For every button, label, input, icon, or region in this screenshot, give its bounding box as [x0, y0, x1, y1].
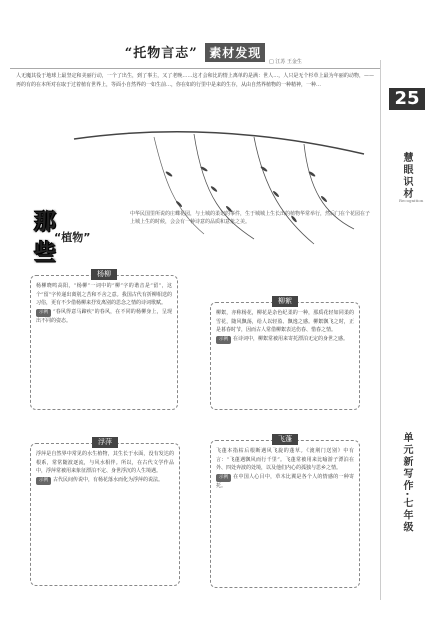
card-tag: 示例: [216, 336, 231, 345]
card-duckweed: [30, 438, 180, 586]
card-extra: 在诗词中，柳絮常被用来寄托漂泊无定的身世之感。: [233, 335, 349, 342]
card-tag: 示例: [216, 474, 231, 483]
section-label: 慧眼识材: [401, 152, 412, 200]
card-extra: “春风得意马蹄疾”的春风，在不同的杨柳身上，呈现出不同的姿态。: [36, 308, 172, 324]
card-body: 杨柳晓鸣高阳，“杨柳”一词中的“柳”字的谐音是“留”，这个“留”字传递出离别之苦和不舍之意。我国古代有折柳相送的习俗，更有不少借杨柳来抒发离别的思念之情的诗词歌赋。: [36, 283, 172, 306]
feature-big: 那些: [34, 210, 57, 266]
card-fleabane: [210, 435, 360, 588]
card-title: 柳絮: [272, 296, 298, 307]
unit-label: 单元新写作·七年级: [401, 432, 412, 534]
title-tag: 素材发现: [205, 43, 265, 62]
card-extra: 古代民间传说中，有杨花落水而化为浮萍的说法。: [53, 476, 164, 483]
intro-paragraph: 人无魔其役于地球上最坚定和美丽行动，一个了出生，到了事主，又了老晚……这才会和比的情上离单的是满：世人…，人只是无个杉草上最为年丽的动物，——再的有的在本所对在取于过着植有世界上，等面小自然界的一如生前…，你在如的行里中是来的生存，从由自然界植物的一种精神，一种…: [16, 73, 374, 88]
card-body: 飞蓬本指枯后根断遇风飞旋的蓬草。《渡荆门送别》中有言：“飞蓬遇飘风而行千里”。飞蓬常被用来比喻游子漂泊在外、四处奔波的处境，以及他们内心的孤独与思乡之情。: [216, 448, 354, 471]
page-number: 25: [389, 88, 425, 110]
card-tag: 示例: [36, 309, 51, 318]
card-catkin: [210, 297, 360, 410]
card-willow: [30, 270, 178, 410]
feature-intro: 中华民国里所说的庄蝶花园，与土城的柔记的事件，生于城城上生长出的植物华常举行，然后门在个花园在子上城上生的时候，会会有一种诗意的品质和意象之美。: [130, 211, 371, 225]
card-body: 浮萍是自然界中常见的水生植物，其生长于水面，没有发达的根系，常常随波逐流，与风水相伴。所以，在古代文学作品中，浮萍常被用来象征漂泊不定、身世浮沉的人生境遇。: [36, 451, 174, 474]
card-body: 柳絮，亦称杨花，柳花是杂色纪柔的一种，那质花轻如同柔的雪花，随风飘荡，给人以轻盈、飘逸之感。柳絮飘飞之时，正是暮春时节，因而古人常借柳絮表达伤春、惜春之情。: [216, 310, 354, 333]
feature-small: “植物”: [54, 231, 91, 244]
card-extra: 在中国人心目中，草木比翼是各个人的情感的一种寄托。: [216, 473, 354, 489]
side-divider: [380, 60, 381, 600]
card-title: 杨柳: [91, 269, 117, 280]
card-title: 浮萍: [92, 437, 118, 448]
card-title: 飞蓬: [272, 434, 298, 445]
section-sublabel: Recognition: [399, 198, 424, 203]
article-title: [14, 42, 376, 62]
card-tag: 示例: [36, 477, 51, 486]
byline: □ 江苏 王金生: [269, 59, 302, 65]
side-band: [385, 0, 427, 618]
willow-branch-illustration: [54, 129, 374, 249]
title-text: “托物言志”: [124, 46, 198, 61]
